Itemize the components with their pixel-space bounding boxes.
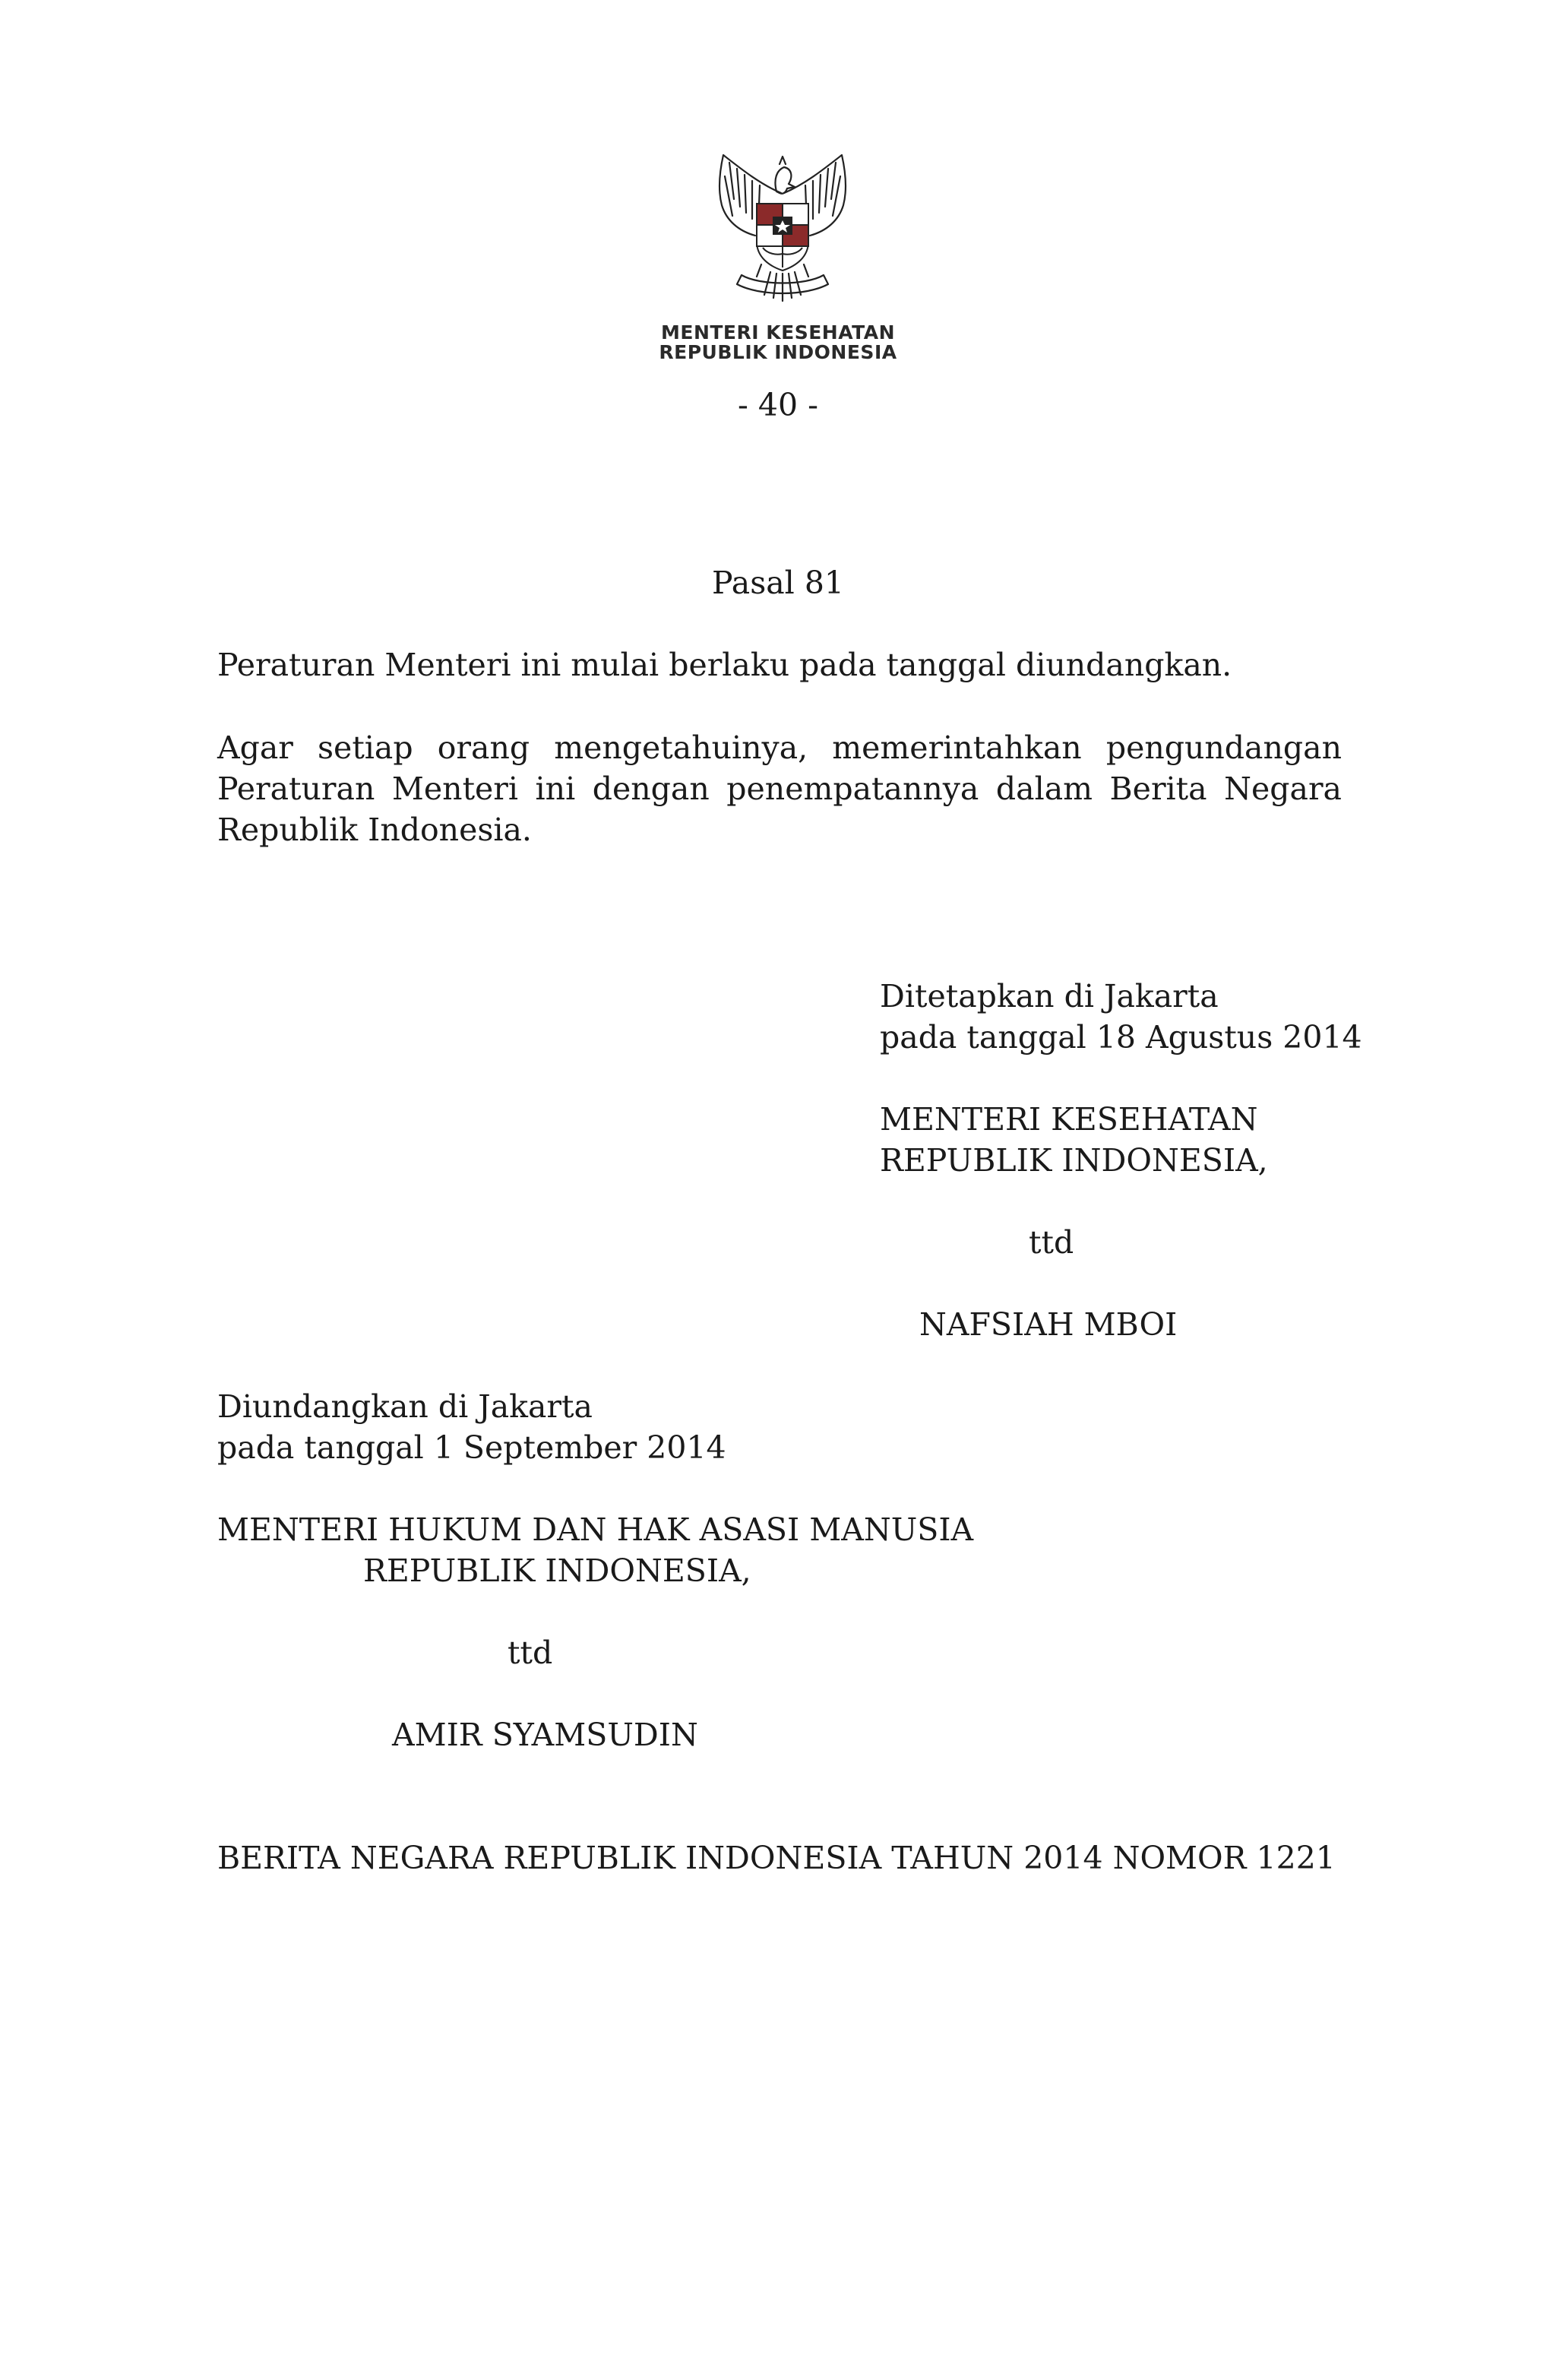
paragraph-effective-date: Peraturan Menteri ini mulai berlaku pada tanggal diundangkan. (217, 647, 1232, 683)
enactment-official-country: REPUBLIK INDONESIA, (880, 1142, 1268, 1179)
promulgation-signatory-name: AMIR SYAMSUDIN (392, 1717, 698, 1753)
promulgation-official-title: MENTERI HUKUM DAN HAK ASASI MANUSIA (217, 1511, 974, 1548)
enactment-signatory-name: NAFSIAH MBOI (919, 1306, 1178, 1343)
seal-caption-line-2: REPUBLIK INDONESIA (659, 341, 897, 363)
promulgation-place: Diundangkan di Jakarta (217, 1388, 593, 1425)
enactment-official-title: MENTERI KESEHATAN (880, 1101, 1258, 1138)
article-title: Pasal 81 (712, 565, 844, 601)
paragraph-promulgation-order: Agar setiap orang mengetahuinya, memerintahkan pengundangan Peraturan Menteri ini dengan penempatannya dalam Berita Negara Republik Indonesia. (217, 730, 1342, 848)
promulgation-signature-mark: ttd (508, 1635, 553, 1671)
gazette-reference: BERITA NEGARA REPUBLIK INDONESIA TAHUN 2014 NOMOR 1221 (217, 1840, 1336, 1876)
promulgation-date: pada tanggal 1 September 2014 (217, 1429, 726, 1466)
enactment-date: pada tanggal 18 Agustus 2014 (880, 1019, 1362, 1055)
enactment-place: Ditetapkan di Jakarta (880, 978, 1219, 1014)
enactment-signature-mark: ttd (1029, 1224, 1074, 1261)
page-number: - 40 - (738, 387, 818, 423)
seal-caption-line-1: MENTERI KESEHATAN (660, 321, 895, 343)
garuda-emblem-icon (707, 146, 859, 305)
promulgation-official-country: REPUBLIK INDONESIA, (363, 1552, 751, 1589)
